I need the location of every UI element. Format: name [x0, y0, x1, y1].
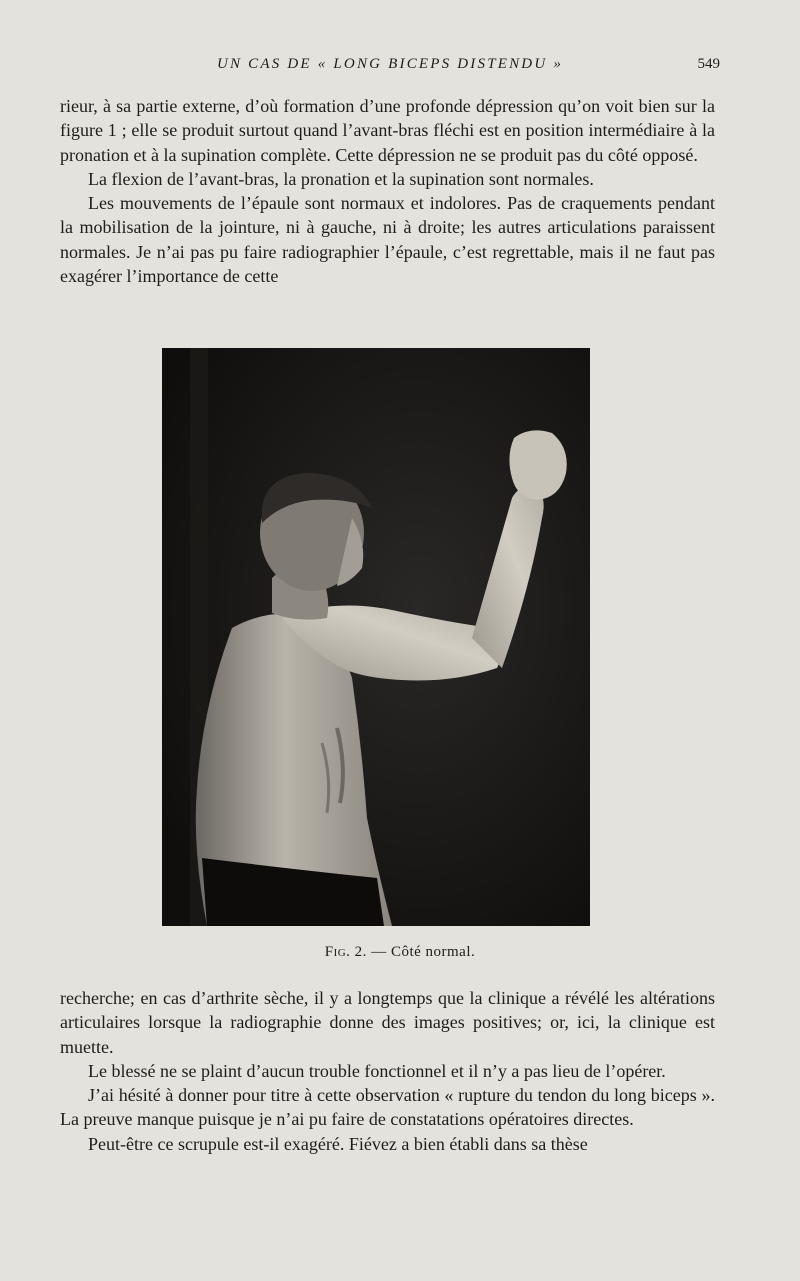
- paragraph: Peut-être ce scrupule est-il exagéré. Fiévez a bien établi dans sa thèse: [88, 1133, 588, 1154]
- caption-text: Côté normal.: [390, 944, 476, 960]
- figure-caption: [0, 944, 800, 961]
- page-number: 549: [697, 56, 720, 72]
- paragraph: recherche; en cas d’arthrite sèche, il y a longtemps que la clinique a révélé les altérations articulaires lorsque la radiographie donne des images positives; or, ici, la clinique est muette.: [60, 988, 715, 1057]
- paragraph: La flexion de l’avant-bras, la pronation et la supination sont normales.: [88, 168, 594, 189]
- figure-label: Fig. 2.: [324, 944, 367, 960]
- body-text-top: [60, 94, 715, 288]
- running-title: UN CAS DE « LONG BICEPS DISTENDU »: [216, 56, 564, 72]
- figure-photograph: [162, 348, 590, 926]
- caption-dash: —: [366, 944, 391, 960]
- paragraph: rieur, à sa partie externe, d’où formation d’une profonde dépression qu’on voit bien sur la figure 1 ; elle se produit surtout quand l’avant-bras fléchi est en position intermédiaire à la pronation et à la supination complète. Cette dépression ne se produit pas du côté opposé.: [60, 96, 715, 165]
- body-text-bottom: [60, 986, 715, 1156]
- photograph-man-flexed-arm: [162, 348, 590, 926]
- paragraph: Le blessé ne se plaint d’aucun trouble fonctionnel et il n’y a pas lieu de l’opérer.: [88, 1060, 666, 1081]
- paragraph: J’ai hésité à donner pour titre à cette observation « rupture du tendon du long biceps ». La preuve manque puisque je n’ai pu faire de constatations opératoires directes.: [60, 1085, 715, 1130]
- running-head: [60, 56, 720, 80]
- paragraph: Les mouvements de l’épaule sont normaux et indolores. Pas de craquements pendant la mobilisation de la jointure, ni à gauche, ni à droite; les autres articulations paraissent normales. Je n’ai pas pu faire radiographier l’épaule, c’est regrettable, mais il ne faut pas exagérer l’importance de cette: [60, 193, 715, 287]
